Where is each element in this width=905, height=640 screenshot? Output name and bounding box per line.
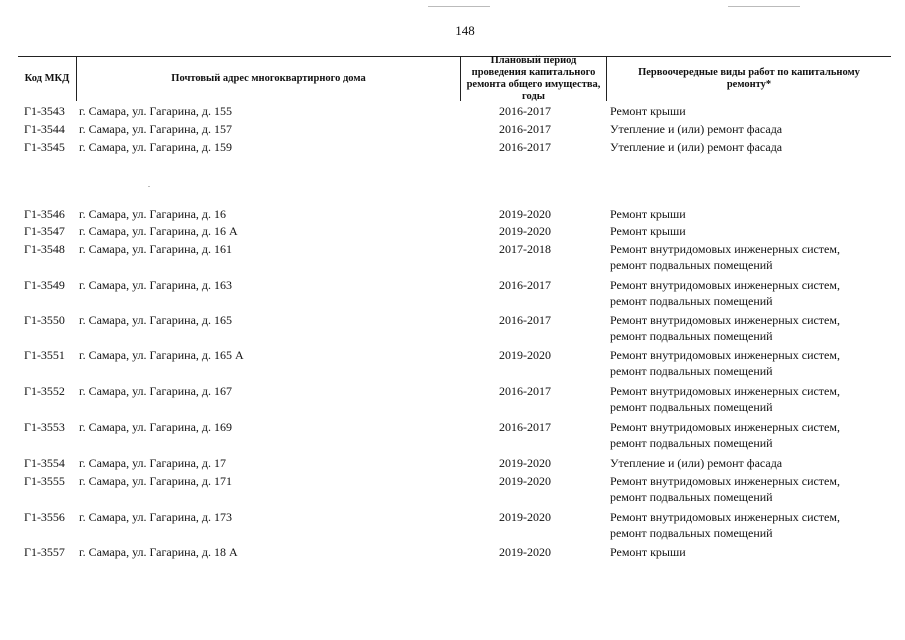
cell-period: 2016-2017 [499,313,551,327]
cell-code: Г1-3553 [24,420,65,434]
cell-address: г. Самара, ул. Гагарина, д. 18 А [79,545,238,559]
cell-period: 2019-2020 [499,348,551,362]
cell-code: Г1-3552 [24,384,65,398]
cell-code: Г1-3543 [24,104,65,118]
cell-code: Г1-3555 [24,474,65,488]
cell-period: 2016-2017 [499,104,551,118]
cell-work: Ремонт крыши [610,545,686,559]
cell-work: Утепление и (или) ремонт фасада [610,122,783,136]
cell-code: Г1-3550 [24,313,65,327]
cell-period: 2019-2020 [499,224,551,238]
cell-code: Г1-3547 [24,224,65,238]
cell-work: Ремонт внутридомовых инженерных систем, [610,420,840,434]
cell-work-cont: ремонт подвальных помещений [610,258,773,272]
cell-work: Ремонт крыши [610,207,686,221]
cell-code: Г1-3544 [24,122,65,136]
cell-work-cont: ремонт подвальных помещений [610,294,773,308]
cell-work: Ремонт внутридомовых инженерных систем, [610,313,840,327]
cell-period: 2016-2017 [499,140,551,154]
cell-period: 2016-2017 [499,122,551,136]
cell-address: г. Самара, ул. Гагарина, д. 171 [79,474,233,488]
cell-code: Г1-3546 [24,207,65,221]
header-period: Плановый период проведения капитального ремонта общего имущества, годы [466,55,601,102]
cell-address: г. Самара, ул. Гагарина, д. 163 [79,278,233,292]
cell-code: Г1-3554 [24,456,65,470]
cell-address: г. Самара, ул. Гагарина, д. 169 [79,420,233,434]
cell-period: 2019-2020 [499,474,551,488]
cell-code: Г1-3545 [24,140,65,154]
cell-work-cont: ремонт подвальных помещений [610,364,773,378]
cell-work: Ремонт внутридомовых инженерных систем, [610,384,840,398]
cell-period: 2016-2017 [499,278,551,292]
cell-work: Ремонт внутридомовых инженерных систем, [610,242,840,256]
cell-work: Утепление и (или) ремонт фасада [610,456,783,470]
cell-period: 2019-2020 [499,456,551,470]
cell-code: Г1-3556 [24,510,65,524]
cell-address: г. Самара, ул. Гагарина, д. 165 А [79,348,244,362]
cell-period: 2016-2017 [499,420,551,434]
cell-address: г. Самара, ул. Гагарина, д. 17 [79,456,227,470]
cell-period: 2017-2018 [499,242,551,256]
header-work: Первоочередные виды работ по капитальному ремонту* [638,67,860,90]
cell-work-cont: ремонт подвальных помещений [610,526,773,540]
cell-work: Ремонт крыши [610,224,686,238]
cell-work: Ремонт внутридомовых инженерных систем, [610,510,840,524]
header-code: Код МКД [24,73,70,84]
cell-code: Г1-3549 [24,278,65,292]
cell-address: г. Самара, ул. Гагарина, д. 161 [79,242,233,256]
cell-work: Ремонт внутридомовых инженерных систем, [610,474,840,488]
cell-work: Ремонт внутридомовых инженерных систем, [610,278,840,292]
cell-work-cont: ремонт подвальных помещений [610,436,773,450]
cell-period: 2019-2020 [499,207,551,221]
cell-work: Ремонт внутридомовых инженерных систем, [610,348,840,362]
cell-code: Г1-3557 [24,545,65,559]
header-address: Почтовый адрес многоквартирного дома [171,73,366,84]
cell-address: г. Самара, ул. Гагарина, д. 159 [79,140,233,154]
cell-address: г. Самара, ул. Гагарина, д. 167 [79,384,233,398]
cell-code: Г1-3548 [24,242,65,256]
cell-address: г. Самара, ул. Гагарина, д. 155 [79,104,233,118]
cell-address: г. Самара, ул. Гагарина, д. 16 А [79,224,238,238]
cell-work: Ремонт крыши [610,104,686,118]
cell-address: г. Самара, ул. Гагарина, д. 16 [79,207,227,221]
cell-address: г. Самара, ул. Гагарина, д. 157 [79,122,233,136]
cell-work: Утепление и (или) ремонт фасада [610,140,783,154]
cell-address: г. Самара, ул. Гагарина, д. 173 [79,510,233,524]
cell-work-cont: ремонт подвальных помещений [610,329,773,343]
cell-address: г. Самара, ул. Гагарина, д. 165 [79,313,233,327]
page-number: 148 [455,23,475,38]
cell-period: 2019-2020 [499,510,551,524]
cell-period: 2019-2020 [499,545,551,559]
cell-work-cont: ремонт подвальных помещений [610,490,773,504]
cell-code: Г1-3551 [24,348,65,362]
cell-work-cont: ремонт подвальных помещений [610,400,773,414]
cell-period: 2016-2017 [499,384,551,398]
